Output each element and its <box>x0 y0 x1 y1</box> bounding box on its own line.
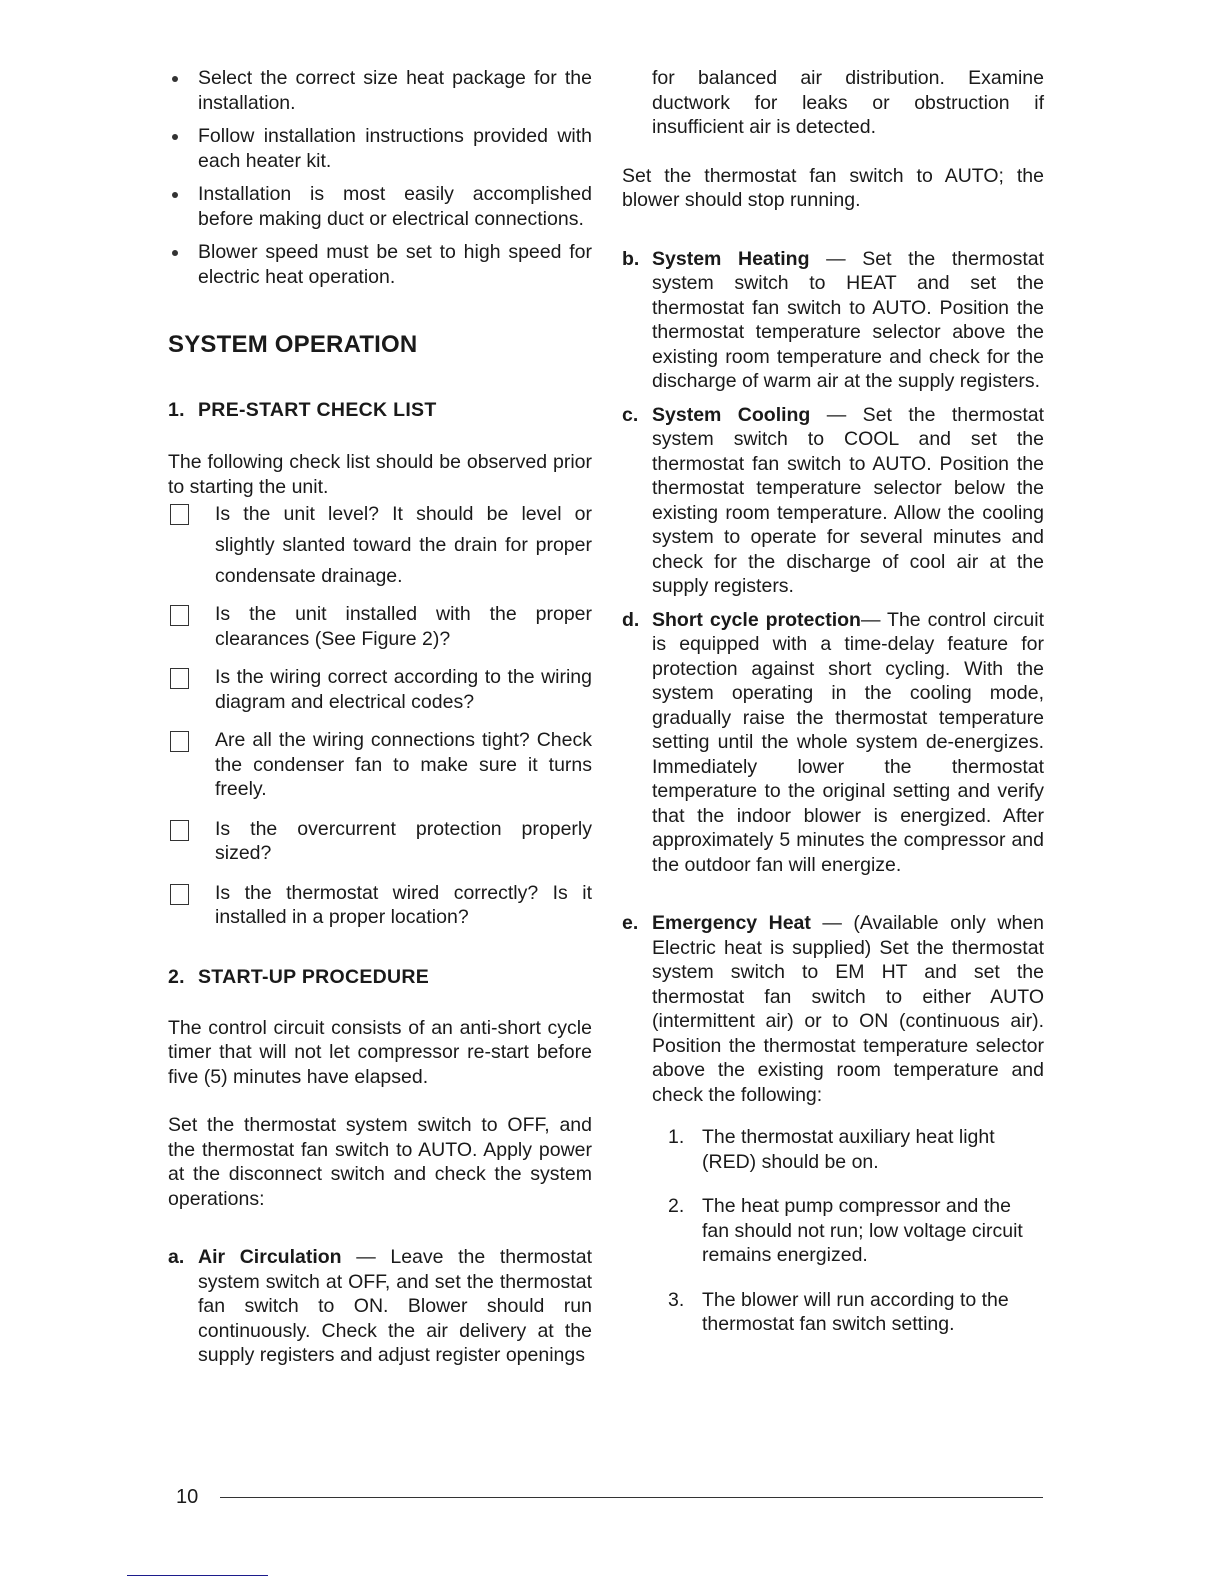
item-system-heating: b. System Heating — Set the thermostat system switch to HEAT and set the thermostat fan switch to AUTO. Position the thermostat temperature selector above the existing room temperature and check for the discharge of warm air at the supply registers. <box>622 247 1044 392</box>
checklist-item: Is the thermostat wired correctly? Is it installed in a proper location? <box>168 881 592 930</box>
item-air-circulation: a. Air Circulation — Leave the thermostat system switch at OFF, and set the thermostat fan switch to ON. Blower should run continuously. Check the air delivery at the supply registers and adjust register openings <box>168 1246 592 1366</box>
checkbox[interactable] <box>170 504 189 525</box>
air-circulation-continued: for balanced air distribution. Examine ductwork for leaks or obstruction if insufficient air is detected. <box>652 67 1044 138</box>
bullet-item: Follow installation instructions provided with each heater kit. <box>168 124 592 173</box>
startup-para-1: The control circuit consists of an anti-short cycle timer that will not let compressor re-start before five (5) minutes have elapsed. <box>168 1016 592 1088</box>
checkbox[interactable] <box>170 668 189 689</box>
item-emergency-heat: e. Emergency Heat — (Available only when Electric heat is supplied) Set the thermostat system switch to EM HT and set the thermostat fan switch to either AUTO (intermittent air) or to ON (continuous air). Position the thermostat temperature selector above the existing room temperature and check the following: <box>622 912 1044 1106</box>
heater-bullet-list <box>168 66 592 289</box>
item-short-cycle-protection: d. Short cycle protection— The control circuit is equipped with a time-delay feature for protection against short cycling. With the system operating in the cooling mode, gradually raise the thermostat temperature setting until the whole system de-energizes. Immediately lower the thermostat temperature to the original setting and verify that the indoor blower is energized. After approximately 5 minutes the compressor and the outdoor fan will energize. <box>622 608 1045 876</box>
bullet-item: Select the correct size heat package for the installation. <box>168 66 592 115</box>
checklist-item: Is the unit level? It should be level or slightly slanted toward the drain for proper condensate drainage. <box>168 499 592 592</box>
check-item: 1. The thermostat auxiliary heat light (RED) should be on. <box>668 1126 995 1173</box>
bullet-icon <box>172 192 178 198</box>
startup-para-2: Set the thermostat system switch to OFF, and the thermostat fan switch to AUTO. Apply power at the disconnect switch and check the system operations: <box>168 1114 592 1210</box>
checkbox[interactable] <box>170 884 189 905</box>
checkbox[interactable] <box>170 731 189 752</box>
prestart-checklist <box>168 499 592 930</box>
checkbox[interactable] <box>170 820 189 841</box>
fan-auto-para: Set the thermostat fan switch to AUTO; the blower should stop running. <box>622 164 1044 211</box>
check-item: 2. The heat pump compressor and the fan should not run; low voltage circuit remains energized. <box>668 1195 1023 1266</box>
checkbox[interactable] <box>170 605 189 626</box>
checklist-item: Is the unit installed with the proper clearances (See Figure 2)? <box>168 602 592 651</box>
bullet-icon <box>172 250 178 256</box>
checklist-item: Is the overcurrent protection properly sized? <box>168 817 592 866</box>
bullet-item: Blower speed must be set to high speed for electric heat operation. <box>168 240 592 289</box>
section-title-system-operation: SYSTEM OPERATION <box>168 331 418 358</box>
checklist-item: Are all the wiring connections tight? Check the condenser fan to make sure it turns freely. <box>168 728 592 802</box>
footer-rule <box>220 1497 1043 1498</box>
emergency-heat-checks <box>622 1125 1044 1337</box>
bullet-icon <box>172 76 178 82</box>
right-column <box>622 66 1044 1337</box>
prestart-intro: The following check list should be observed prior to starting the unit. <box>168 451 592 498</box>
bottom-blue-line <box>127 1575 268 1576</box>
subsection-title-startup: 2. START-UP PROCEDURE <box>168 965 430 988</box>
item-system-cooling: c. System Cooling — Set the thermostat system switch to COOL and set the thermostat fan switch to AUTO. Position the thermostat temperature selector below the existing room temperature. Allow the cooling system to operate for several minutes and check for the discharge of cool air at the supply registers. <box>622 403 1045 597</box>
page-number: 10 <box>176 1486 199 1508</box>
checklist-item: Is the wiring correct according to the wiring diagram and electrical codes? <box>168 665 592 714</box>
subsection-title-prestart: 1. PRE-START CHECK LIST <box>168 399 437 421</box>
check-item: 3. The blower will run according to the thermostat fan switch setting. <box>668 1288 1009 1335</box>
left-column <box>168 66 592 1368</box>
bullet-icon <box>172 134 178 140</box>
bullet-item: Installation is most easily accomplished before making duct or electrical connections. <box>168 182 592 231</box>
